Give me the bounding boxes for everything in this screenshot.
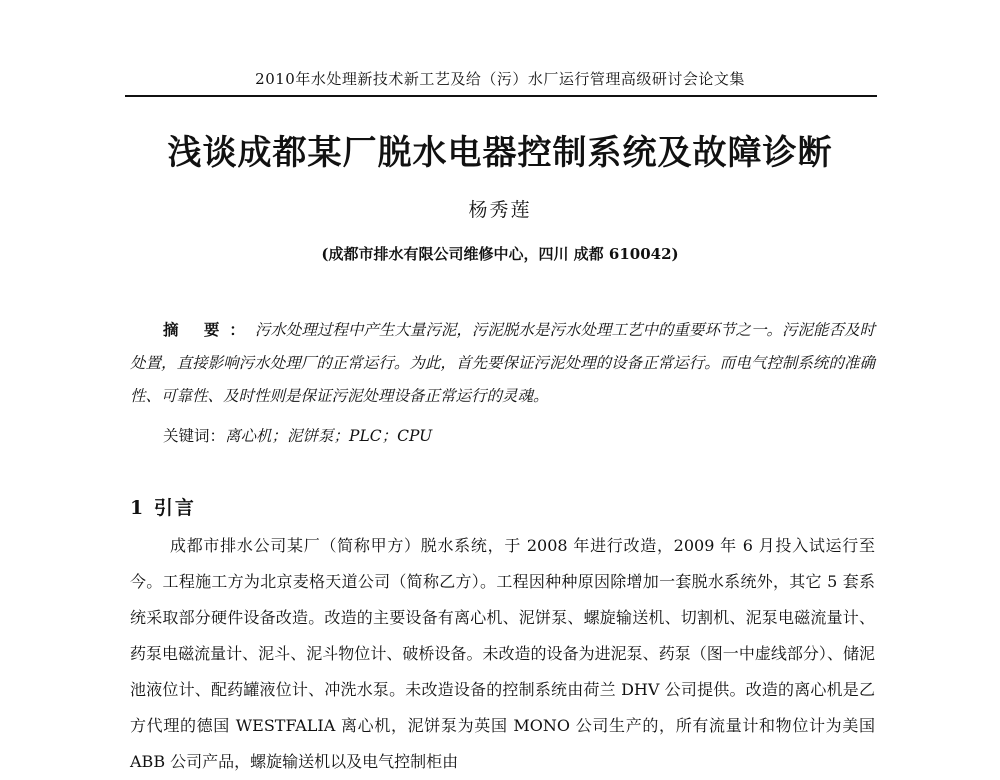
running-header: 2010年水处理新技术新工艺及给（污）水厂运行管理高级研讨会论文集 — [255, 70, 745, 88]
keywords-text: 离心机；泥饼泵；PLC；CPU — [225, 427, 433, 445]
section-paragraph: 成都市排水公司某厂（简称甲方）脱水系统，于 2008 年进行改造，2009 年 6 月投入试运行至今。工程施工方为北京麦格天道公司（简称乙方）。工程因种种原因除增加一套脱水系统外，其它 5 套系统采取部分硬件设备改造。改造的主要设备有离心机、泥饼泵、螺旋输送机、切割机、泥泵电磁流量计、药泵电磁流量计、泥斗、泥斗物位计、破桥设备。未改造的设备为进泥泵、药泵（图一中虚线部分）、储泥池液位计、配药罐液位计、冲洗水泵。未改造设备的控制系统由荷兰 DHV 公司提供。改造的离心机是乙方代理的德国 WESTFALIA 离心机，泥饼泵为英国 MONO 公司生产的，所有流量计和物位计为美国 ABB 公司产品，螺旋输送机以及电气控制柜由 — [130, 536, 875, 771]
author-affiliation: (成都市排水有限公司维修中心，四川 成都 610042) — [321, 245, 679, 263]
abstract-label: 摘 要： — [163, 320, 255, 339]
abstract-text: 污水处理过程中产生大量污泥，污泥脱水是污水处理工艺中的重要环节之一。污泥能否及时处置，直接影响污水处理厂的正常运行。为此，首先要保证污泥处理的设备正常运行。而电气控制系统的准确性、可靠性、及时性则是保证污泥处理设备正常运行的灵魂。 — [130, 321, 875, 405]
keywords — [163, 422, 875, 450]
author-name: 杨秀莲 — [468, 199, 532, 221]
header-rule — [125, 95, 877, 97]
section-heading-introduction: 1 引言 — [130, 497, 196, 519]
keywords-label: 关键词： — [163, 427, 226, 445]
abstract — [130, 313, 875, 413]
paper-title: 浅谈成都某厂脱水电器控制系统及故障诊断 — [167, 133, 833, 173]
